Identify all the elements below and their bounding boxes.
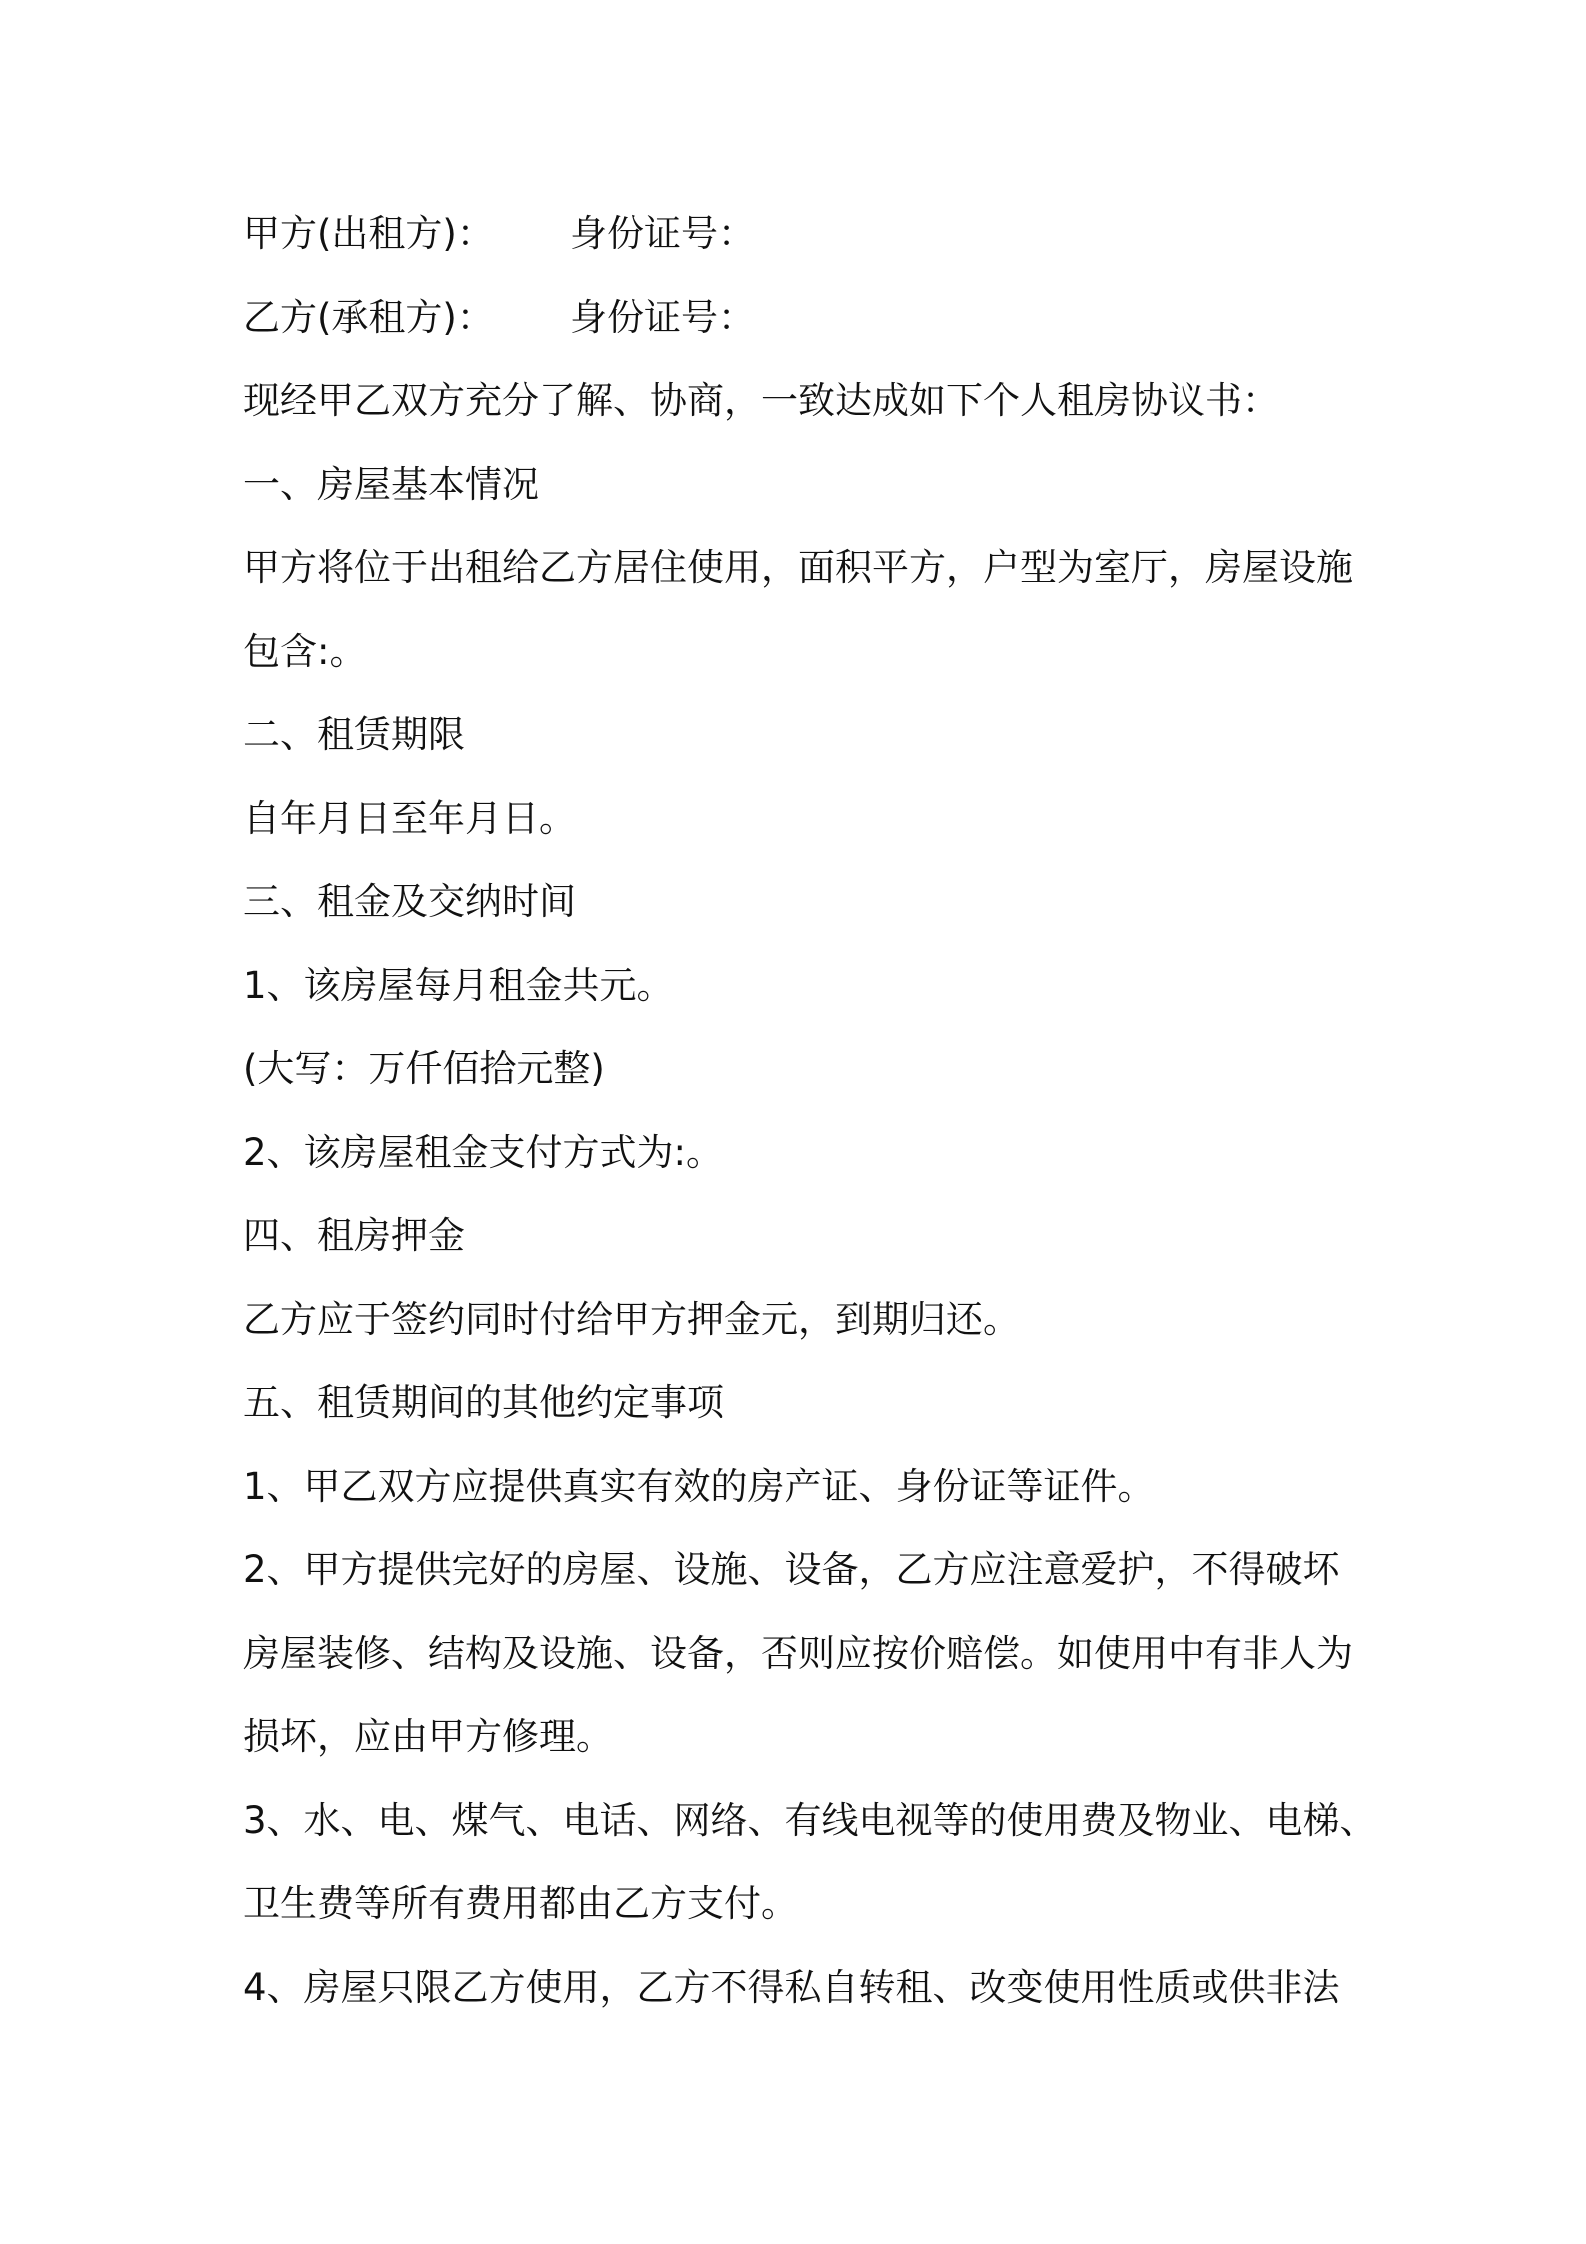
paragraph-line: 4、房屋只限乙方使用，乙方不得私自转租、改变使用性质或供非法 [243, 1965, 1340, 2009]
section-heading-4: 四、租房押金 [243, 1214, 465, 1257]
section-heading-1: 一、房屋基本情况 [243, 462, 539, 506]
paragraph-line: 1、该房屋每月租金共元。 [243, 963, 674, 1007]
paragraph-line: 卫生费等所有费用都由乙方支付。 [243, 1882, 798, 1925]
paragraph-line: (大写：万仟佰拾元整) [243, 1047, 605, 1090]
section-heading-3: 三、租金及交纳时间 [243, 880, 576, 923]
section-heading-5: 五、租赁期间的其他约定事项 [243, 1381, 724, 1424]
paragraph-line: 乙方应于签约同时付给甲方押金元，到期归还。 [243, 1297, 1020, 1341]
document-body [243, 192, 1383, 2029]
intro-text: 现经甲乙双方充分了解、协商，一致达成如下个人租房协议书： [243, 379, 1279, 422]
paragraph-line: 损坏，应由甲方修理。 [243, 1715, 613, 1758]
tenant-label: 乙方(承租方)： [243, 295, 494, 339]
paragraph-line: 1、甲乙双方应提供真实有效的房产证、身份证等证件。 [243, 1464, 1155, 1508]
tenant-row [243, 276, 1383, 360]
landlord-label: 甲方(出租方)： [243, 212, 494, 255]
paragraph-line: 房屋装修、结构及设施、设备，否则应按价赔偿。如使用中有非人为 [243, 1631, 1353, 1675]
paragraph-line: 自年月日至年月日。 [243, 796, 576, 840]
paragraph-line: 2、该房屋租金支付方式为:。 [243, 1130, 724, 1174]
landlord-row [243, 192, 1383, 276]
section-heading-2: 二、租赁期限 [243, 713, 465, 756]
paragraph-line: 3、水、电、煤气、电话、网络、有线电视等的使用费及物业、电梯、 [243, 1798, 1377, 1842]
paragraph-line: 甲方将位于出租给乙方居住使用，面积平方，户型为室厅，房屋设施 [243, 546, 1353, 589]
tenant-id-label: 身份证号： [570, 295, 755, 339]
paragraph-line: 2、甲方提供完好的房屋、设施、设备，乙方应注意爱护，不得破坏 [243, 1548, 1340, 1591]
landlord-id-label: 身份证号： [570, 212, 755, 255]
paragraph-line: 包含:。 [243, 629, 367, 673]
